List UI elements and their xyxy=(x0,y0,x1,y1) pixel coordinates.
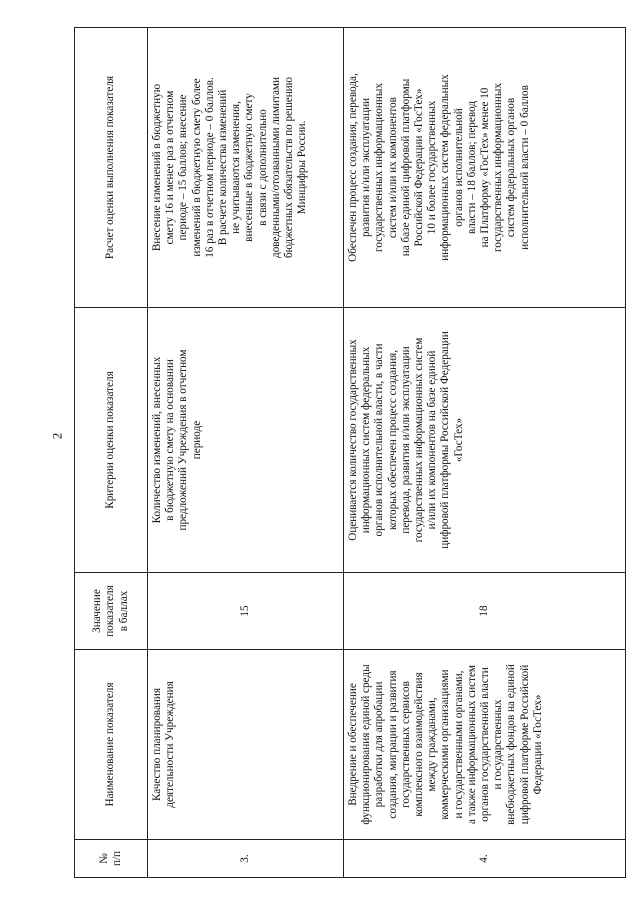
header-value: Значение показателя в баллах xyxy=(75,573,148,650)
row-number: 4. xyxy=(344,840,626,878)
indicators-table xyxy=(74,27,626,878)
indicator-calculation: Обеспечен процесс создания, перевода, развития и/или эксплуатации государственных информационных систем и/или их компонентов на базе единой цифровой платформы Российской Федерации «ГосТех» 10 и более государственных информационных систем федеральных органов исполнительной власти – 18 баллов; перевод на Платформу «ГосТех» менее 10 государственных информационных систем федеральных органов исполнительной власти – 0 баллов xyxy=(344,28,626,308)
indicator-value: 15 xyxy=(148,573,344,650)
header-criteria: Критерии оценки показателя xyxy=(75,308,148,573)
table-header-row xyxy=(75,28,148,878)
indicator-calculation: Внесение изменений в бюджетную смету 16 и менее раз в отчетном периоде – 15 баллов; внесение изменений в бюджетную смету более 16 раз в отчетном периоде – 0 баллов. В расчете количества изменений не учитываются изменения, внесенные в бюджетную смету в связи с дополнительно доведенными/отозванными лимитами бюджетных обязательств по решению Минцифры России. xyxy=(148,28,344,308)
indicator-name: Качество планирования деятельности Учреждения xyxy=(148,650,344,840)
page-number: 2 xyxy=(49,432,65,440)
table-row xyxy=(148,28,344,878)
indicator-name: Внедрение и обеспечение функционирования единой среды разработки для апробации создания, миграции и развития государственных сервисов комплексного взаимодействия между гражданами, коммерческими организациями и государственными органами, а также информационных систем органов государственной власти и государственных внебюджетных фондов на единой цифровой платформе Российской Федерации «ГосТех» xyxy=(344,650,626,840)
header-calculation: Расчет оценки выполнения показателя xyxy=(75,28,148,308)
table-row xyxy=(344,28,626,878)
header-name: Наименование показателя xyxy=(75,650,148,840)
indicator-criteria: Количество изменений, внесенных в бюджетную смету на основании предложений Учреждения в отчетном периоде xyxy=(148,308,344,573)
indicator-value: 18 xyxy=(344,573,626,650)
row-number: 3. xyxy=(148,840,344,878)
header-number: № п/п xyxy=(75,840,148,878)
indicator-criteria: Оценивается количество государственных информационных систем федеральных органов исполнительной власти, в части которых обеспечен процесс создания, перевода, развития и/или эксплуатации государственных информационных систем и/или их компонентов на базе единой цифровой платформы Российской Федерации «ГосТех» xyxy=(344,308,626,573)
